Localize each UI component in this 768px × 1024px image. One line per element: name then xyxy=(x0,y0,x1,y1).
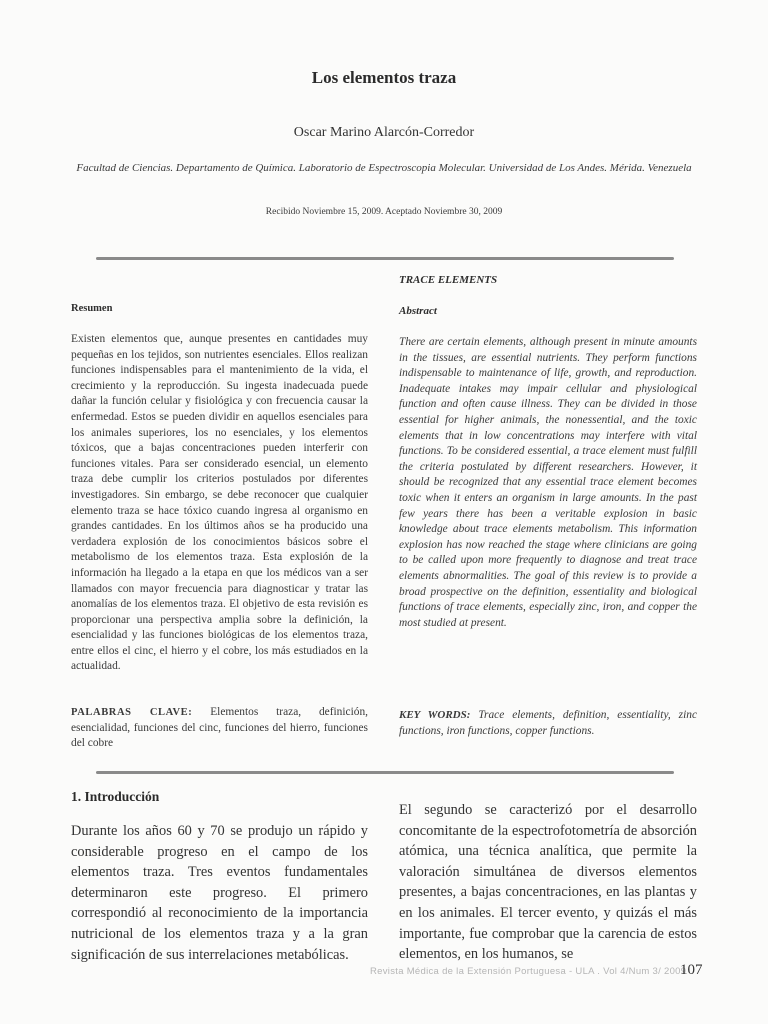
palabras-clave-text: Elementos traza, definición, esencialidad, funciones del cinc, funciones del hierro, funciones del cobre xyxy=(71,706,368,750)
page-number: 107 xyxy=(680,962,703,978)
resumen-text: Existen elementos que, aunque presentes en cantidades muy pequeñas en los tejidos, son nutrientes esenciales. Ellos realizan funciones indispensables para el mantenimiento de la vida, el crecimiento y la reproducción. Su ingesta inadecuada puede dañar la función celular y fisiológica y con frecuencia causar la enfermedad. Estos se pueden dividir en aquellos esenciales para los animales superiores, los no esenciales, y los elementos tóxicos, que a bajas concentraciones pueden interferir con funciones vitales. Para ser considerado esencial, un elemento traza debe cumplir los criterios postulados por diferentes investigadores. Sin embargo, se debe reconocer que cualquier elemento traza se hace tóxico cuando ingresa al organismo en grandes cantidades. En los últimos años se ha producido una verdadera explosión de los conocimientos básicos sobre el metabolismo de los elementos traza. Esta explosión de la información ha llegado a la etapa en que los médicos van a ser llamados con mayor frecuencia para diagnosticar y tratar las anomalías de los elementos traza. El objetivo de esta revisión es proporcionar una perspectiva amplia sobre la definición, la esencialidad y las funciones biológicas de los elementos traza, entre ellos el cinc, el hierro y el cobre, los más estudiados en la actualidad. xyxy=(71,333,368,673)
author-name: Oscar Marino Alarcón-Corredor xyxy=(293,125,475,140)
abstract-text: There are certain elements, although present in minute amounts in the tissues, are essential nutrients. They perform functions indispensable to maintenance of life, growth, and reproduction. Inadequate intakes may impair cellular and physiological function and often cause illness. They can be divided in those essential for higher animals, the nonessential, and the toxic elements that in low concentrations may interfere with vital functions. To be considered essential, a trace element must fulfill the criteria postulated by different researchers. However, it should be recognized that any essential trace element becomes toxic when it enters an organism in large amounts. In the past few years there has been a veritable explosion in basic knowledge about trace elements metabolism. This information explosion has now reached the stage where clinicians are going to be called upon more frequently to diagnose and treat trace elements abnormalities. The goal of this review is to provide a broad prospective on the definition, essentiality and biological functions of trace elements, especially zinc, iron, and copper the most studied at present. xyxy=(399,336,697,629)
english-title: TRACE ELEMENTS xyxy=(399,274,498,286)
key-words xyxy=(399,708,697,739)
abstract-heading: Abstract xyxy=(399,305,437,317)
journal-footer: Revista Médica de la Extensión Portuguesa - ULA . Vol 4/Num 3/ 2009 xyxy=(370,966,687,977)
section-heading: 1. Introducción xyxy=(71,789,160,804)
key-words-label: KEY WORDS: xyxy=(399,709,471,721)
affiliation: Facultad de Ciencias. Departamento de Química. Laboratorio de Espectroscopia Molecular. Universidad de Los Andes. Mérida. Venezuela xyxy=(76,162,692,174)
received-dates: Recibido Noviembre 15, 2009. Aceptado Noviembre 30, 2009 xyxy=(265,207,503,217)
intro-paragraph-right: El segundo se caracterizó por el desarrollo concomitante de la espectrofotometría de absorción atómica, una técnica analítica, que permite la valoración simultánea de diversos elementos presentes, a bajas concentraciones, en las plantas y en los animales. El tercer evento, y quizás el más importante, fue comprobar que la carencia de estos elementos, en los humanos, se xyxy=(399,802,697,963)
palabras-clave-label: PALABRAS CLAVE: xyxy=(71,707,193,718)
palabras-clave xyxy=(71,705,368,752)
key-words-text: Trace elements, definition, essentiality, zinc functions, iron functions, copper functions. xyxy=(399,709,698,737)
divider-top xyxy=(96,257,674,260)
intro-paragraph-left: Durante los años 60 y 70 se produjo un rápido y considerable progreso en el campo de los elementos traza. Tres eventos fundamentales determinaron este progreso. El primero correspondió al reconocimiento de la importancia nutricional de los elementos traza y a la gran significación de sus interrelaciones metabólicas. xyxy=(71,823,368,963)
paper-title: Los elementos traza xyxy=(311,68,457,87)
divider-bottom xyxy=(96,771,674,774)
resumen-heading: Resumen xyxy=(71,303,113,314)
